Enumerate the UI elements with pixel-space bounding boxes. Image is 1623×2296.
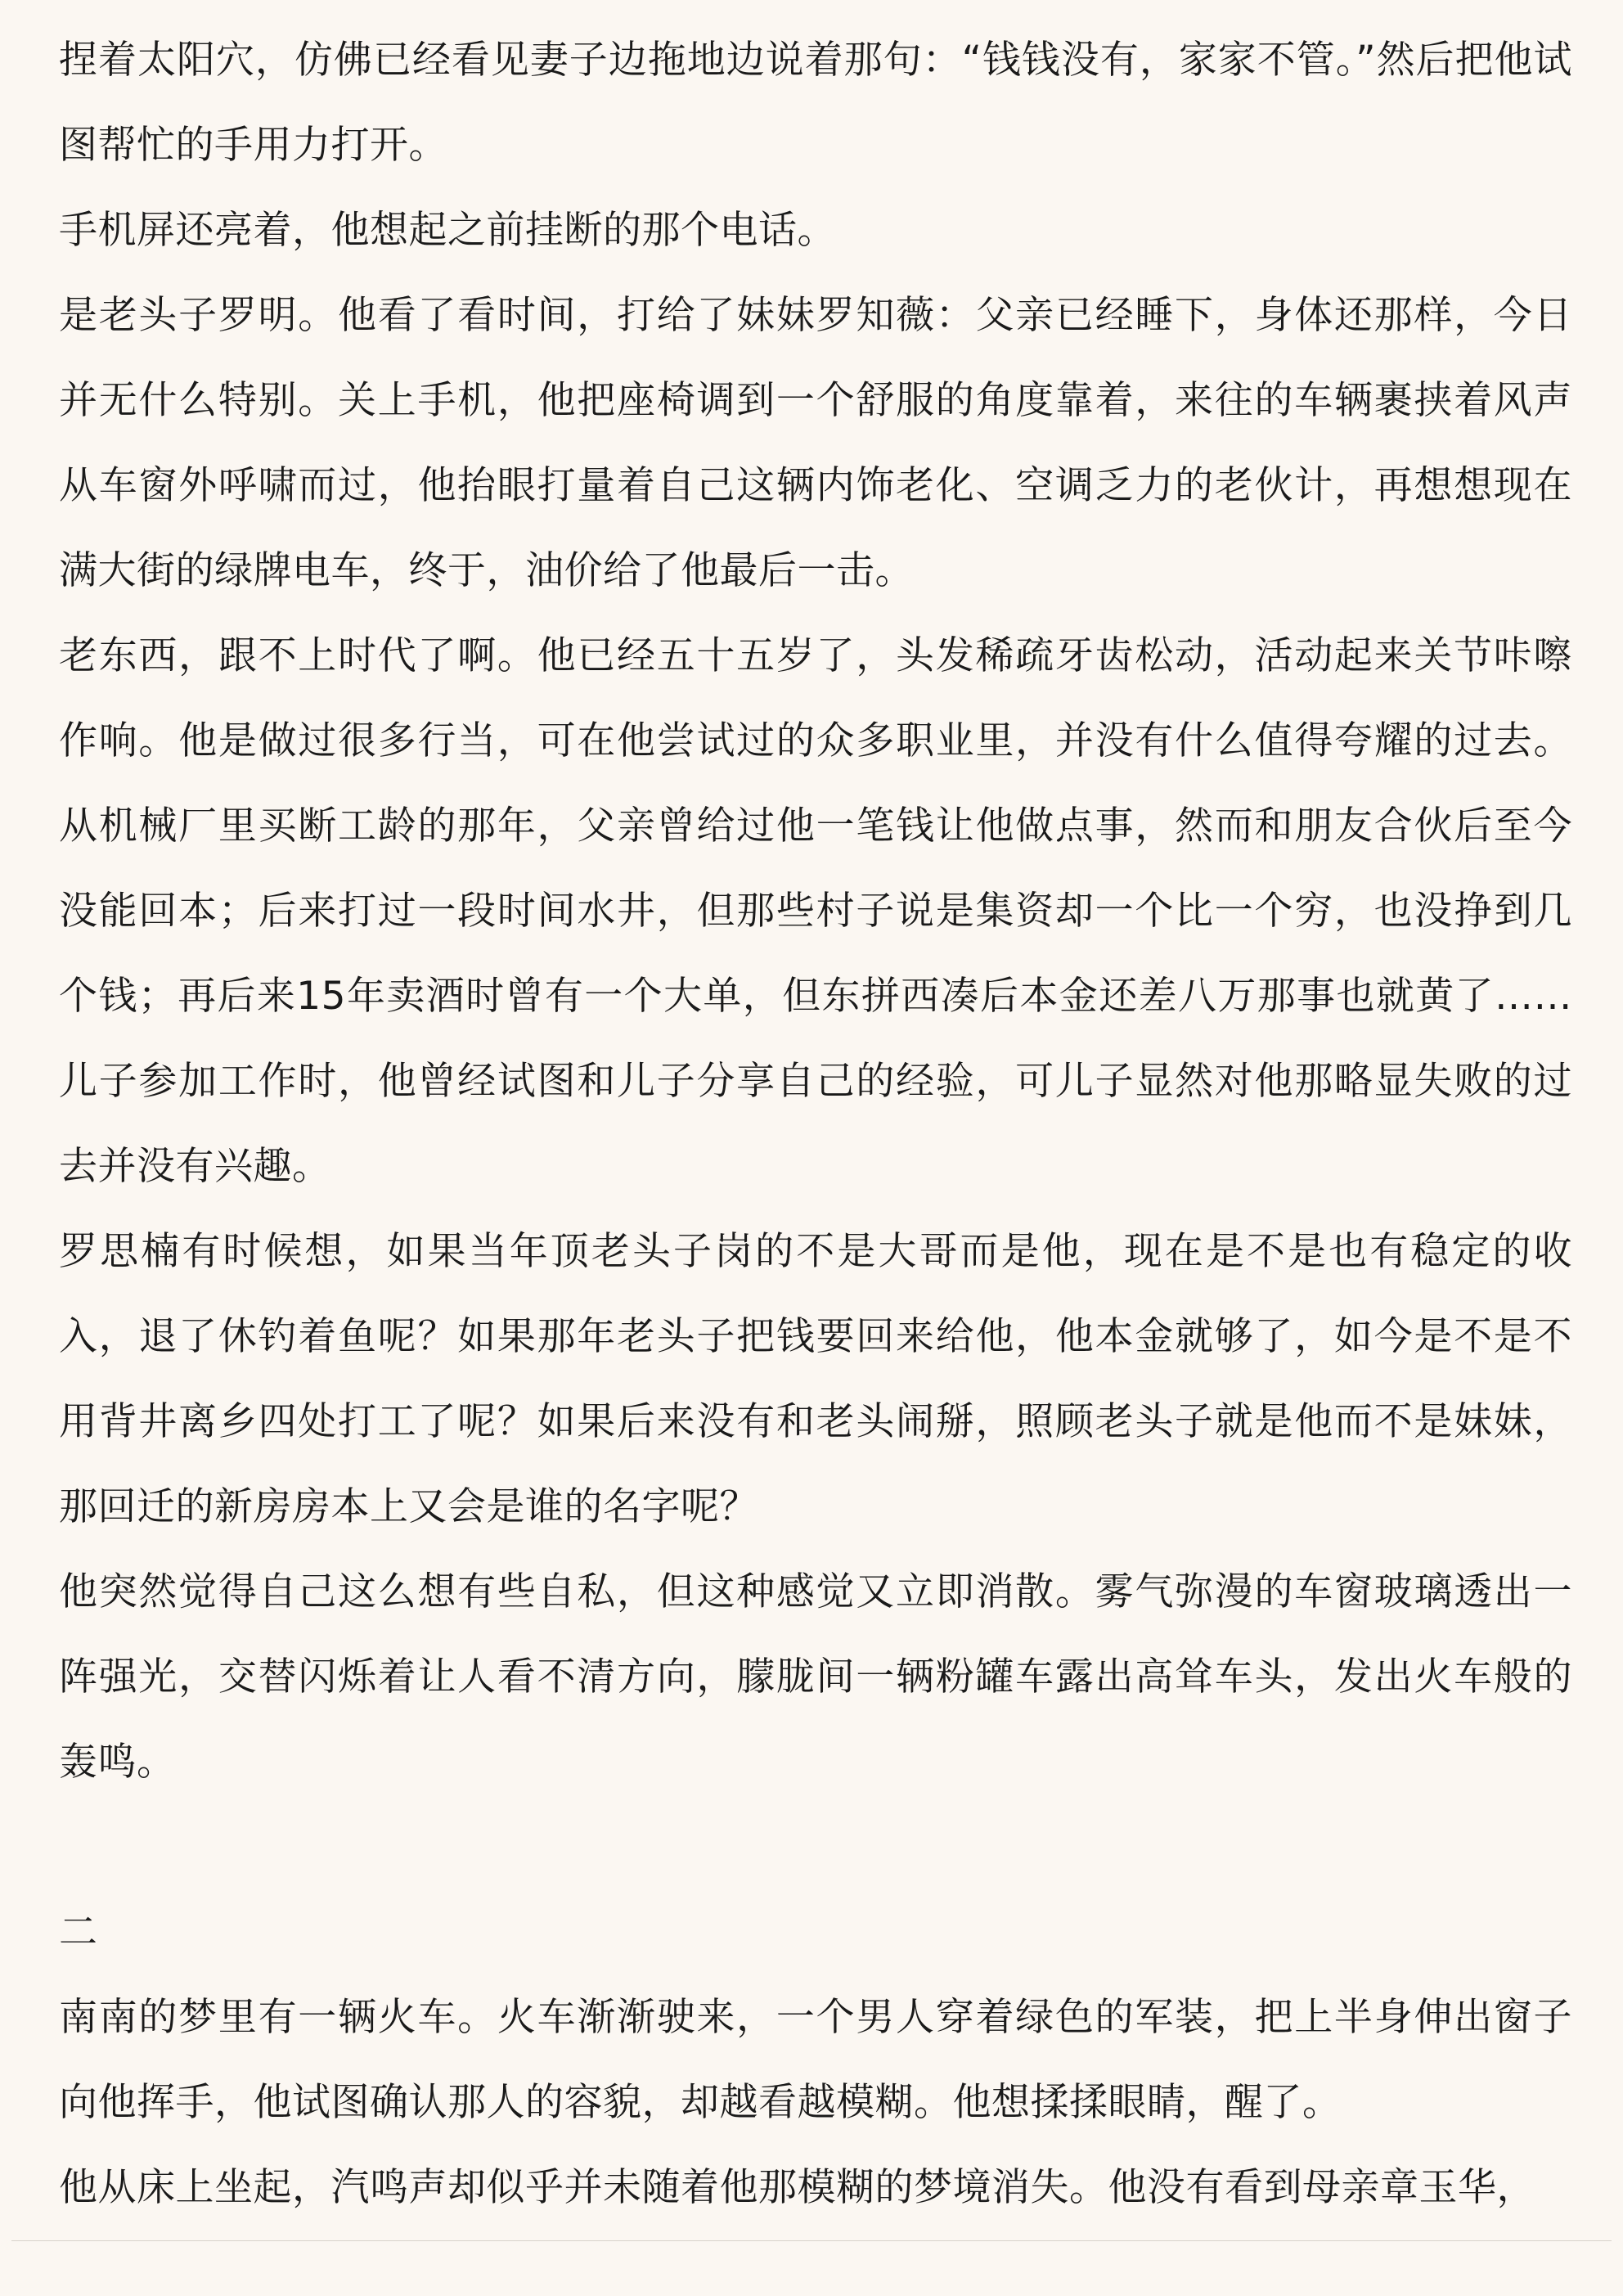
- paragraph-4: 老东西，跟不上时代了啊。他已经五十五岁了，头发稀疏牙齿松动，活动起来关节咔嚓作响。他是做过很多行当，可在他尝试过的众多职业里，并没有什么值得夸耀的过去。从机械厂里买断工龄的那年，父亲曾给过他一笔钱让他做点事，然而和朋友合伙后至今没能回本；后来打过一段时间水井，但那些村子说是集资却一个比一个穷，也没挣到几个钱；再后来15年卖酒时曾有一个大单，但东拼西凑后本金还差八万那事也就黄了……儿子参加工作时，他曾经试图和儿子分享自己的经验，可儿子显然对他那略显失败的过去并没有兴趣。: [59, 633, 1572, 1189]
- blank-line: [59, 1805, 1572, 1890]
- paragraph-3: 是老头子罗明。他看了看时间，打给了妹妹罗知薇：父亲已经睡下，身体还那样，今日并无什么特别。关上手机，他把座椅调到一个舒服的角度靠着，来往的车辆裹挟着风声从车窗外呼啸而过，他抬眼打量着自己这辆内饰老化、空调乏力的老伙计，再想想现在满大街的绿牌电车，终于，油价给了他最后一击。: [59, 293, 1572, 593]
- paragraph-8: 他从床上坐起，汽鸣声却似乎并未随着他那模糊的梦境消失。他没有看到母亲章玉华，: [59, 2165, 1535, 2210]
- paragraph-1: 捏着太阳穴，仿佛已经看见妻子边拖地边说着那句：“钱钱没有，家家不管。”然后把他试图帮忙的手用力打开。: [59, 38, 1572, 168]
- paragraph-6: 他突然觉得自己这么想有些自私，但这种感觉又立即消散。雾气弥漫的车窗玻璃透出一阵强光，交替闪烁着让人看不清方向，朦胧间一辆粉罐车露出高耸车头，发出火车般的轰鸣。: [59, 1569, 1572, 1785]
- paragraph-5: 罗思楠有时候想，如果当年顶老头子岗的不是大哥而是他，现在是不是也有稳定的收入，退了休钓着鱼呢？如果那年老头子把钱要回来给他，他本金就够了，如今是不是不用背井离乡四处打工了呢？如果后来没有和老头闹掰，照顾老头子就是他而不是妹妹，那回迁的新房房本上又会是谁的名字呢？: [59, 1229, 1572, 1529]
- page-bottom-rule: [11, 2240, 1612, 2241]
- paragraph-7: 南南的梦里有一辆火车。火车渐渐驶来，一个男人穿着绿色的军装，把上半身伸出窗子向他挥手，他试图确认那人的容貌，却越看越模糊。他想揉揉眼睛，醒了。: [59, 1995, 1572, 2125]
- section-heading: 二: [59, 1910, 98, 1955]
- paragraph-2: 手机屏还亮着，他想起之前挂断的那个电话。: [59, 208, 836, 253]
- document-body: [59, 18, 1572, 2231]
